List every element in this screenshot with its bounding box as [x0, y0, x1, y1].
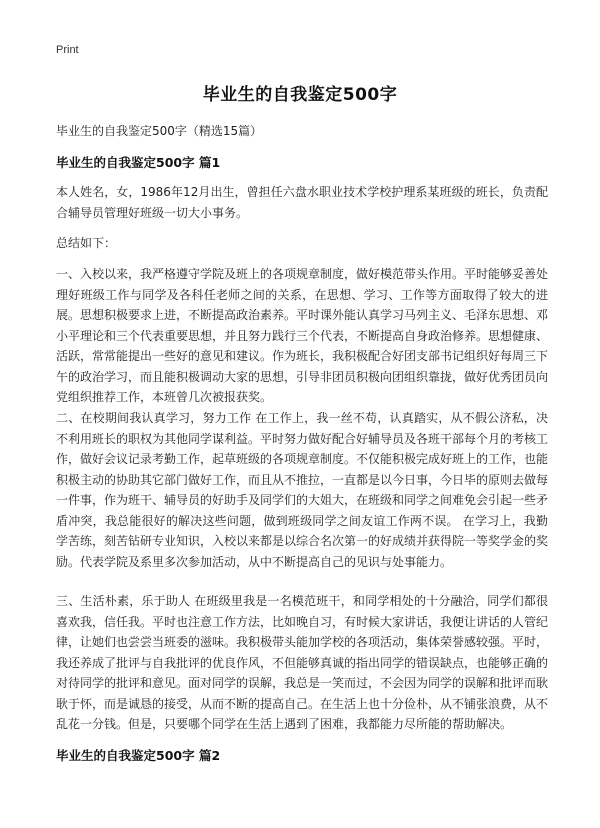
- paragraph-point-1: 一、入校以来，我严格遵守学院及班上的各项规章制度，做好模范带头作用。平时能够妥善处理好班级工作与同学及各科任老师之间的关系，在思想、学习、工作等方面取得了较大的进展。思想积极要求上进，不断提高政治素养。平时课外能认真学习马列主义、毛泽东思想、邓小平理论和三个代表重要思想，并且努力践行三个代表，不断提高自身政治修养。思想健康、活跃，常常能提出一些好的意见和建议。作为班长，我积极配合好团支部书记组织好每周三下午的政治学习，而且能积极调动大家的思想，引导非团员积极向团组织靠拢，做好优秀团员向党组织推荐工作，本班曾几次被报获奖。: [56, 267, 549, 404]
- paragraph-point-3: 三、生活朴素，乐于助人 在班级里我是一名模范班干，和同学相处的十分融洽，同学们都很喜欢我，信任我。平时也注意工作方法，比如晚自习，有时候大家讲话，我便让讲话的人管纪律，让她们也尝尝当班委的滋味。我积极带头能加学校的各项活动，集体荣誉感较强。平时，我还养成了批评与自我批评的优良作风，不但能够真诚的指出同学的错误缺点，也能够正确的对待同学的批评和意见。面对同学的误解，我总是一笑而过，不会因为同学的误解和批评而耿耿于怀，而是诚恳的接受，从而不断的提高自己。在生活上也十分俭朴，从不铺张浪费，从不乱花一分钱。但是，只要哪个同学在生活上遇到了困难，我都能力尽所能的帮助解决。: [56, 594, 549, 731]
- paragraph-summary-label: 总结如下：: [56, 236, 117, 250]
- paragraph-intro: 本人姓名，女，1986年12月出生，曾担任六盘水职业技术学校护理系某班级的班长，负责配合辅导员管理好班级一切大小事务。: [56, 185, 548, 220]
- document-subtitle: 毕业生的自我鉴定500字（精选15篇）: [56, 124, 263, 138]
- paragraph-point-2: 二、在校期间我认真学习，努力工作 在工作上，我一丝不苟，认真踏实，从不假公济私，决不利用班长的职权为其他同学谋利益。平时努力做好配合好辅导员及各班干部每个月的考核工作，做好会议记录考勤工作，起草班级的各项规章制度。不仅能积极完成好班上的工作，也能积极主动的协助其它部门做好工作，而且从不推拉，一直都是以今日事，今日毕的原则去做每一件事，作为班干、辅导员的好助手及同学们的大姐大，在班级和同学之间难免会引起一些矛盾冲突，我总能很好的解决这些问题，做到班级同学之间友谊工作两不误。 在学习上，我勤学苦练，刻苦钻研专业知识，入校以来都是以综合名次第一的好成绩并获得院一等奖学金的奖励。代表学院及系里多次参加活动，从中不断提高自己的见识与处事能力。: [56, 411, 549, 569]
- section-heading-1: 毕业生的自我鉴定500字 篇1: [56, 155, 221, 170]
- print-link[interactable]: Print: [56, 44, 79, 56]
- section-heading-2: 毕业生的自我鉴定500字 篇2: [56, 748, 221, 763]
- page-title: 毕业生的自我鉴定500字: [202, 85, 398, 105]
